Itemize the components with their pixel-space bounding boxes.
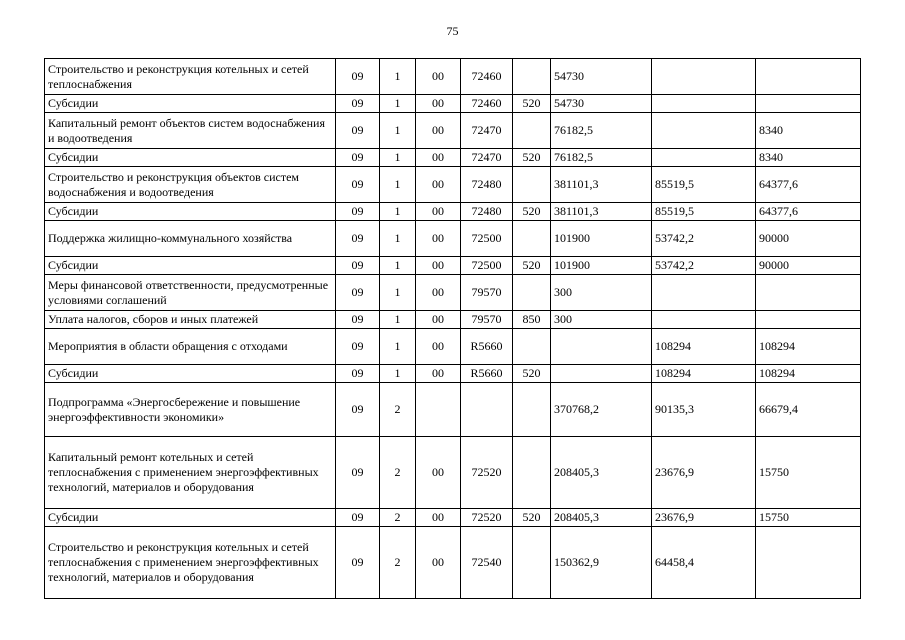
row-amount-3-cell: 64377,6	[756, 167, 861, 203]
row-name-cell: Уплата налогов, сборов и иных платежей	[45, 311, 336, 329]
row-amount-1-cell: 208405,3	[551, 509, 652, 527]
row-subsection-cell: 1	[380, 275, 416, 311]
row-amount-3-cell: 108294	[756, 365, 861, 383]
table-row	[45, 167, 861, 203]
row-amount-2-cell	[652, 113, 756, 149]
row-program-code-cell: 00	[416, 329, 461, 365]
row-expense-type-cell	[513, 113, 551, 149]
table-row	[45, 113, 861, 149]
row-target-code-cell: 72460	[461, 59, 513, 95]
row-target-code-cell: 72540	[461, 527, 513, 599]
row-section-cell: 09	[336, 113, 380, 149]
row-amount-3-cell: 90000	[756, 257, 861, 275]
row-name-cell: Строительство и реконструкция объектов систем водоснабжения и водоотведения	[45, 167, 336, 203]
row-section-cell: 09	[336, 311, 380, 329]
row-program-code-cell: 00	[416, 311, 461, 329]
row-program-code-cell: 00	[416, 509, 461, 527]
row-amount-3-cell	[756, 275, 861, 311]
row-amount-2-cell: 90135,3	[652, 383, 756, 437]
row-program-code-cell: 00	[416, 59, 461, 95]
row-target-code-cell: 79570	[461, 275, 513, 311]
row-name-cell: Капитальный ремонт котельных и сетей теплоснабжения с применением энергоэффективных технологий, материалов и оборудования	[45, 437, 336, 509]
row-amount-1-cell: 101900	[551, 221, 652, 257]
row-amount-3-cell: 8340	[756, 113, 861, 149]
table-row	[45, 383, 861, 437]
row-target-code-cell: 72520	[461, 437, 513, 509]
table-row	[45, 509, 861, 527]
row-amount-2-cell: 23676,9	[652, 437, 756, 509]
row-name-cell: Строительство и реконструкция котельных и сетей теплоснабжения с применением энергоэффективных технологий, материалов и оборудования	[45, 527, 336, 599]
row-amount-2-cell: 108294	[652, 329, 756, 365]
row-expense-type-cell	[513, 167, 551, 203]
row-amount-2-cell: 64458,4	[652, 527, 756, 599]
row-subsection-cell: 1	[380, 113, 416, 149]
row-section-cell: 09	[336, 509, 380, 527]
row-subsection-cell: 1	[380, 365, 416, 383]
row-section-cell: 09	[336, 527, 380, 599]
row-amount-2-cell: 85519,5	[652, 203, 756, 221]
row-name-cell: Капитальный ремонт объектов систем водоснабжения и водоотведения	[45, 113, 336, 149]
table-row	[45, 221, 861, 257]
row-amount-2-cell: 53742,2	[652, 257, 756, 275]
row-amount-2-cell	[652, 275, 756, 311]
row-amount-3-cell: 15750	[756, 509, 861, 527]
row-expense-type-cell: 520	[513, 509, 551, 527]
row-program-code-cell: 00	[416, 149, 461, 167]
row-expense-type-cell: 520	[513, 95, 551, 113]
row-amount-3-cell: 15750	[756, 437, 861, 509]
row-program-code-cell: 00	[416, 113, 461, 149]
row-amount-3-cell: 64377,6	[756, 203, 861, 221]
row-target-code-cell: 72470	[461, 113, 513, 149]
row-name-cell: Субсидии	[45, 203, 336, 221]
row-expense-type-cell: 520	[513, 365, 551, 383]
row-target-code-cell: 72480	[461, 167, 513, 203]
row-subsection-cell: 1	[380, 167, 416, 203]
row-amount-2-cell	[652, 311, 756, 329]
table-row	[45, 527, 861, 599]
row-amount-3-cell: 66679,4	[756, 383, 861, 437]
row-expense-type-cell	[513, 437, 551, 509]
row-target-code-cell: R5660	[461, 329, 513, 365]
table-row	[45, 203, 861, 221]
row-subsection-cell: 1	[380, 257, 416, 275]
row-amount-1-cell	[551, 365, 652, 383]
row-amount-2-cell	[652, 95, 756, 113]
row-name-cell: Поддержка жилищно-коммунального хозяйства	[45, 221, 336, 257]
table-row	[45, 275, 861, 311]
row-program-code-cell: 00	[416, 95, 461, 113]
row-section-cell: 09	[336, 437, 380, 509]
row-amount-1-cell: 370768,2	[551, 383, 652, 437]
row-expense-type-cell	[513, 383, 551, 437]
row-target-code-cell: 72520	[461, 509, 513, 527]
row-expense-type-cell: 520	[513, 257, 551, 275]
row-expense-type-cell	[513, 275, 551, 311]
table-row	[45, 149, 861, 167]
row-amount-1-cell: 101900	[551, 257, 652, 275]
table-row	[45, 257, 861, 275]
row-name-cell: Субсидии	[45, 365, 336, 383]
row-amount-3-cell: 8340	[756, 149, 861, 167]
table-row	[45, 59, 861, 95]
row-amount-2-cell: 53742,2	[652, 221, 756, 257]
row-program-code-cell: 00	[416, 221, 461, 257]
row-expense-type-cell: 520	[513, 203, 551, 221]
row-subsection-cell: 1	[380, 221, 416, 257]
row-subsection-cell: 1	[380, 95, 416, 113]
row-expense-type-cell: 520	[513, 149, 551, 167]
row-name-cell: Субсидии	[45, 509, 336, 527]
row-target-code-cell: 72460	[461, 95, 513, 113]
row-subsection-cell: 2	[380, 437, 416, 509]
row-subsection-cell: 1	[380, 329, 416, 365]
row-subsection-cell: 2	[380, 509, 416, 527]
row-name-cell: Мероприятия в области обращения с отходами	[45, 329, 336, 365]
row-subsection-cell: 2	[380, 527, 416, 599]
row-program-code-cell: 00	[416, 437, 461, 509]
row-section-cell: 09	[336, 59, 380, 95]
row-amount-3-cell	[756, 59, 861, 95]
table-row	[45, 95, 861, 113]
row-section-cell: 09	[336, 257, 380, 275]
table-row	[45, 365, 861, 383]
row-amount-1-cell: 300	[551, 311, 652, 329]
row-amount-2-cell: 108294	[652, 365, 756, 383]
page-number: 75	[446, 24, 459, 38]
row-section-cell: 09	[336, 329, 380, 365]
row-amount-3-cell: 90000	[756, 221, 861, 257]
table-row	[45, 437, 861, 509]
row-amount-1-cell: 300	[551, 275, 652, 311]
row-subsection-cell: 1	[380, 59, 416, 95]
row-expense-type-cell: 850	[513, 311, 551, 329]
row-amount-1-cell: 76182,5	[551, 149, 652, 167]
row-amount-1-cell: 381101,3	[551, 203, 652, 221]
row-amount-3-cell: 108294	[756, 329, 861, 365]
row-amount-1-cell: 150362,9	[551, 527, 652, 599]
row-program-code-cell: 00	[416, 275, 461, 311]
row-amount-2-cell	[652, 149, 756, 167]
row-program-code-cell: 00	[416, 167, 461, 203]
row-target-code-cell: 72500	[461, 257, 513, 275]
row-amount-1-cell	[551, 329, 652, 365]
row-section-cell: 09	[336, 203, 380, 221]
table-row	[45, 329, 861, 365]
budget-table	[44, 58, 861, 599]
row-name-cell: Субсидии	[45, 149, 336, 167]
row-program-code-cell	[416, 383, 461, 437]
row-target-code-cell: 79570	[461, 311, 513, 329]
row-amount-3-cell	[756, 527, 861, 599]
row-name-cell: Подпрограмма «Энергосбережение и повышение энергоэффективности экономики»	[45, 383, 336, 437]
row-expense-type-cell	[513, 527, 551, 599]
row-subsection-cell: 1	[380, 311, 416, 329]
row-expense-type-cell	[513, 59, 551, 95]
row-expense-type-cell	[513, 221, 551, 257]
row-expense-type-cell	[513, 329, 551, 365]
row-amount-1-cell: 76182,5	[551, 113, 652, 149]
row-program-code-cell: 00	[416, 257, 461, 275]
row-amount-1-cell: 54730	[551, 95, 652, 113]
row-section-cell: 09	[336, 365, 380, 383]
row-section-cell: 09	[336, 167, 380, 203]
row-program-code-cell: 00	[416, 365, 461, 383]
row-amount-2-cell: 23676,9	[652, 509, 756, 527]
row-amount-1-cell: 381101,3	[551, 167, 652, 203]
row-target-code-cell: 72470	[461, 149, 513, 167]
row-section-cell: 09	[336, 275, 380, 311]
row-target-code-cell: 72480	[461, 203, 513, 221]
row-amount-3-cell	[756, 95, 861, 113]
row-name-cell: Строительство и реконструкция котельных и сетей теплоснабжения	[45, 59, 336, 95]
row-section-cell: 09	[336, 95, 380, 113]
table-row	[45, 311, 861, 329]
row-target-code-cell: 72500	[461, 221, 513, 257]
row-target-code-cell	[461, 383, 513, 437]
row-name-cell: Субсидии	[45, 95, 336, 113]
row-amount-2-cell: 85519,5	[652, 167, 756, 203]
row-subsection-cell: 1	[380, 203, 416, 221]
row-amount-1-cell: 208405,3	[551, 437, 652, 509]
row-name-cell: Субсидии	[45, 257, 336, 275]
row-section-cell: 09	[336, 383, 380, 437]
row-amount-2-cell	[652, 59, 756, 95]
row-subsection-cell: 1	[380, 149, 416, 167]
row-amount-1-cell: 54730	[551, 59, 652, 95]
row-program-code-cell: 00	[416, 527, 461, 599]
row-target-code-cell: R5660	[461, 365, 513, 383]
row-section-cell: 09	[336, 221, 380, 257]
row-program-code-cell: 00	[416, 203, 461, 221]
row-section-cell: 09	[336, 149, 380, 167]
row-subsection-cell: 2	[380, 383, 416, 437]
row-amount-3-cell	[756, 311, 861, 329]
row-name-cell: Меры финансовой ответственности, предусмотренные условиями соглашений	[45, 275, 336, 311]
